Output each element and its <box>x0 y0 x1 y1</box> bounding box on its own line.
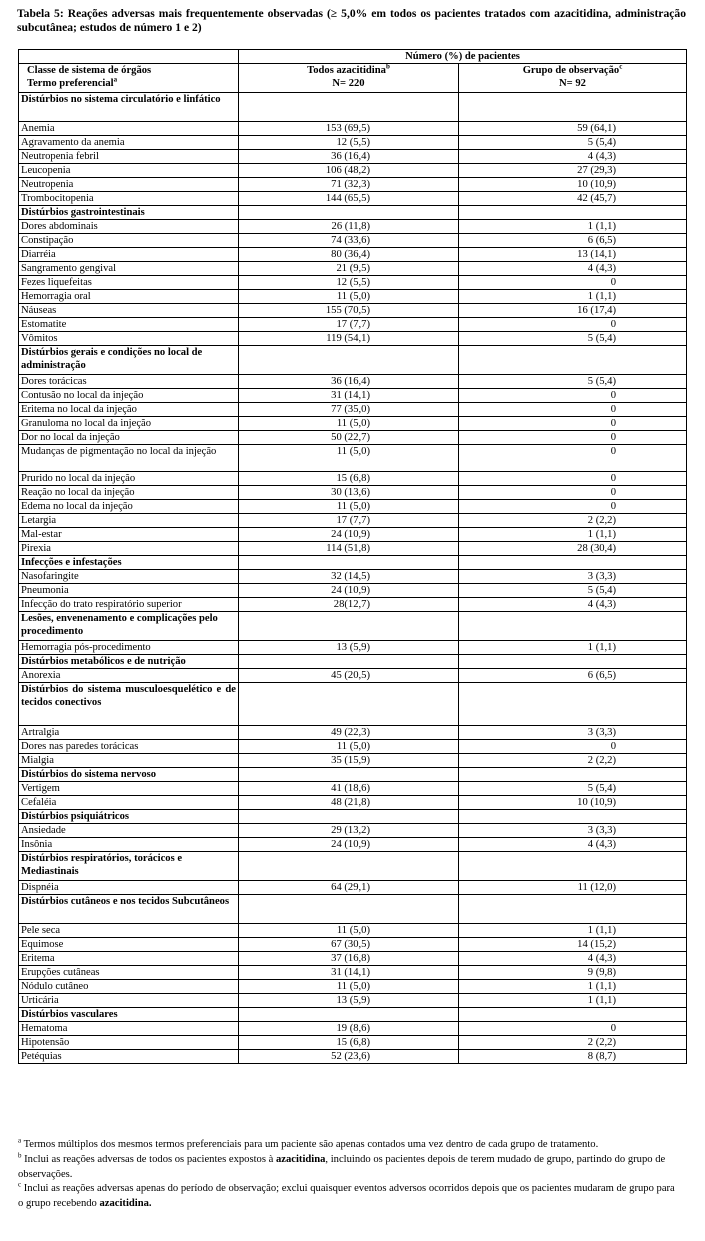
all-azacitidine-value: 77 (35,0) <box>239 403 459 417</box>
observation-group-value: 59 (64,1) <box>459 122 687 136</box>
observation-group-value: 2 (2,2) <box>459 1036 687 1050</box>
footnote-c-bold: azacitidina. <box>99 1198 152 1210</box>
preferred-term: Dores abdominais <box>19 220 239 234</box>
observation-group-value: 1 (1,1) <box>459 924 687 938</box>
all-azacitidine-value: 32 (14,5) <box>239 570 459 584</box>
preferred-term: Dor no local da injeção <box>19 431 239 445</box>
table-row <box>19 754 687 768</box>
table-row <box>19 796 687 810</box>
observation-group-value: 13 (14,1) <box>459 248 687 262</box>
category-empty-cell <box>459 852 687 881</box>
all-azacitidine-value: 37 (16,8) <box>239 952 459 966</box>
preferred-term: Sangramento gengival <box>19 262 239 276</box>
observation-group-value: 0 <box>459 431 687 445</box>
all-azacitidine-value: 50 (22,7) <box>239 431 459 445</box>
all-azacitidine-value: 12 (5,5) <box>239 276 459 290</box>
observation-group-value: 0 <box>459 740 687 754</box>
category-empty-cell <box>459 93 687 122</box>
preferred-term: Petéquias <box>19 1050 239 1064</box>
header-col-observation-group <box>459 64 687 93</box>
preferred-term: Ansiedade <box>19 824 239 838</box>
observation-group-value: 5 (5,4) <box>459 332 687 346</box>
all-azacitidine-value: 15 (6,8) <box>239 1036 459 1050</box>
observation-group-value: 1 (1,1) <box>459 980 687 994</box>
category-row <box>19 810 687 824</box>
table-row <box>19 1022 687 1036</box>
preferred-term: Contusão no local da injeção <box>19 389 239 403</box>
table-row <box>19 952 687 966</box>
category-label: Lesões, envenenamento e complicações pelo procedimento <box>19 612 239 641</box>
category-empty-cell <box>239 93 459 122</box>
all-azacitidine-value: 17 (7,7) <box>239 318 459 332</box>
category-label: Distúrbios psiquiátricos <box>19 810 239 824</box>
table-row <box>19 514 687 528</box>
table-row <box>19 641 687 655</box>
footnote-b-bold: azacitidina <box>275 1153 326 1165</box>
preferred-term: Infecção do trato respiratório superior <box>19 598 239 612</box>
header-group-label: Número (%) de pacientes <box>239 50 687 64</box>
observation-group-value: 3 (3,3) <box>459 570 687 584</box>
preferred-term: Fezes liquefeitas <box>19 276 239 290</box>
preferred-term: Vertigem <box>19 782 239 796</box>
table-row <box>19 403 687 417</box>
table-row <box>19 570 687 584</box>
header-columns-row <box>19 64 687 93</box>
all-azacitidine-value: 29 (13,2) <box>239 824 459 838</box>
observation-group-value: 2 (2,2) <box>459 514 687 528</box>
preferred-term: Edema no local da injeção <box>19 500 239 514</box>
category-empty-cell <box>459 346 687 375</box>
header-col2-sup: c <box>619 63 623 71</box>
category-label: Distúrbios metabólicos e de nutrição <box>19 655 239 669</box>
preferred-term: Dores nas paredes torácicas <box>19 740 239 754</box>
preferred-term: Nasofaringite <box>19 570 239 584</box>
table-row <box>19 164 687 178</box>
observation-group-value: 0 <box>459 389 687 403</box>
preferred-term: Nódulo cutâneo <box>19 980 239 994</box>
category-row <box>19 683 687 726</box>
table-row <box>19 528 687 542</box>
all-azacitidine-value: 36 (16,4) <box>239 375 459 389</box>
all-azacitidine-value: 144 (65,5) <box>239 192 459 206</box>
header-col1-sup: b <box>385 63 390 71</box>
adverse-reactions-table <box>18 49 687 1064</box>
observation-group-value: 0 <box>459 1022 687 1036</box>
all-azacitidine-value: 11 (5,0) <box>239 445 459 472</box>
observation-group-value: 1 (1,1) <box>459 220 687 234</box>
all-azacitidine-value: 11 (5,0) <box>239 290 459 304</box>
header-col2-line1: Grupo de observação <box>522 65 620 76</box>
all-azacitidine-value: 24 (10,9) <box>239 528 459 542</box>
all-azacitidine-value: 31 (14,1) <box>239 966 459 980</box>
category-label: Distúrbios do sistema musculoesquelético e de tecidos conectivos <box>19 683 239 726</box>
category-empty-cell <box>459 810 687 824</box>
preferred-term: Artralgia <box>19 726 239 740</box>
table-row <box>19 178 687 192</box>
preferred-term: Granuloma no local da injeção <box>19 417 239 431</box>
header-empty-cell <box>19 50 239 64</box>
category-row <box>19 556 687 570</box>
table-row <box>19 304 687 318</box>
observation-group-value: 0 <box>459 403 687 417</box>
observation-group-value: 0 <box>459 445 687 472</box>
preferred-term: Dores torácicas <box>19 375 239 389</box>
all-azacitidine-value: 12 (5,5) <box>239 136 459 150</box>
all-azacitidine-value: 153 (69,5) <box>239 122 459 136</box>
all-azacitidine-value: 11 (5,0) <box>239 924 459 938</box>
all-azacitidine-value: 48 (21,8) <box>239 796 459 810</box>
observation-group-value: 42 (45,7) <box>459 192 687 206</box>
preferred-term: Neutropenia febril <box>19 150 239 164</box>
category-row <box>19 206 687 220</box>
all-azacitidine-value: 67 (30,5) <box>239 938 459 952</box>
table-row <box>19 276 687 290</box>
footnote-b-mark: b <box>18 1151 22 1160</box>
preferred-term: Eritema <box>19 952 239 966</box>
all-azacitidine-value: 17 (7,7) <box>239 514 459 528</box>
observation-group-value: 28 (30,4) <box>459 542 687 556</box>
all-azacitidine-value: 74 (33,6) <box>239 234 459 248</box>
category-label: Distúrbios cutâneos e nos tecidos Subcutâneos <box>19 895 239 924</box>
footnote-b-text2: , incluindo os pacientes depois de terem mudado de grupo, partindo do grupo de observações. <box>18 1153 666 1180</box>
header-col-system-class <box>19 64 239 93</box>
table-row <box>19 669 687 683</box>
preferred-term: Insônia <box>19 838 239 852</box>
preferred-term: Mudanças de pigmentação no local da injeção <box>19 445 239 472</box>
table-row <box>19 192 687 206</box>
table-row <box>19 262 687 276</box>
table-row <box>19 924 687 938</box>
preferred-term: Letargia <box>19 514 239 528</box>
category-row <box>19 655 687 669</box>
all-azacitidine-value: 13 (5,9) <box>239 641 459 655</box>
table-row <box>19 542 687 556</box>
category-empty-cell <box>239 1008 459 1022</box>
all-azacitidine-value: 19 (8,6) <box>239 1022 459 1036</box>
table-row <box>19 431 687 445</box>
observation-group-value: 1 (1,1) <box>459 528 687 542</box>
category-label: Distúrbios gerais e condições no local de administração <box>19 346 239 375</box>
observation-group-value: 6 (6,5) <box>459 669 687 683</box>
header-col1-line2: N= 220 <box>332 78 365 89</box>
table-row <box>19 472 687 486</box>
table-row <box>19 782 687 796</box>
table-row <box>19 122 687 136</box>
header-group-row <box>19 50 687 64</box>
observation-group-value: 1 (1,1) <box>459 641 687 655</box>
all-azacitidine-value: 28(12,7) <box>239 598 459 612</box>
preferred-term: Leucopenia <box>19 164 239 178</box>
category-row <box>19 852 687 881</box>
observation-group-value: 4 (4,3) <box>459 838 687 852</box>
header-col2-line2: N= 92 <box>559 78 586 89</box>
table-row <box>19 445 687 472</box>
observation-group-value: 6 (6,5) <box>459 234 687 248</box>
table-row <box>19 1036 687 1050</box>
category-row <box>19 895 687 924</box>
category-empty-cell <box>239 556 459 570</box>
observation-group-value: 0 <box>459 472 687 486</box>
preferred-term: Constipação <box>19 234 239 248</box>
observation-group-value: 0 <box>459 500 687 514</box>
footnote-b-text1: Inclui as reações adversas de todos os pacientes expostos à <box>21 1153 276 1165</box>
table-row <box>19 740 687 754</box>
category-empty-cell <box>459 556 687 570</box>
category-row <box>19 1008 687 1022</box>
preferred-term: Cefaléia <box>19 796 239 810</box>
category-empty-cell <box>459 895 687 924</box>
observation-group-value: 10 (10,9) <box>459 178 687 192</box>
observation-group-value: 5 (5,4) <box>459 584 687 598</box>
all-azacitidine-value: 13 (5,9) <box>239 994 459 1008</box>
all-azacitidine-value: 11 (5,0) <box>239 417 459 431</box>
category-empty-cell <box>459 612 687 641</box>
observation-group-value: 1 (1,1) <box>459 994 687 1008</box>
table-body <box>19 93 687 1064</box>
all-azacitidine-value: 24 (10,9) <box>239 838 459 852</box>
observation-group-value: 3 (3,3) <box>459 726 687 740</box>
header-col0-sup: a <box>113 75 118 84</box>
table-row <box>19 290 687 304</box>
preferred-term: Agravamento da anemia <box>19 136 239 150</box>
observation-group-value: 0 <box>459 318 687 332</box>
table-row <box>19 838 687 852</box>
observation-group-value: 4 (4,3) <box>459 952 687 966</box>
all-azacitidine-value: 45 (20,5) <box>239 669 459 683</box>
preferred-term: Neutropenia <box>19 178 239 192</box>
footnote-b <box>18 1153 678 1183</box>
preferred-term: Reação no local da injeção <box>19 486 239 500</box>
category-row <box>19 346 687 375</box>
observation-group-value: 5 (5,4) <box>459 375 687 389</box>
footnote-c <box>18 1182 678 1212</box>
all-azacitidine-value: 155 (70,5) <box>239 304 459 318</box>
all-azacitidine-value: 119 (54,1) <box>239 332 459 346</box>
table-row <box>19 966 687 980</box>
header-col0-line2: Termo preferencial <box>27 78 114 89</box>
all-azacitidine-value: 106 (48,2) <box>239 164 459 178</box>
all-azacitidine-value: 30 (13,6) <box>239 486 459 500</box>
category-empty-cell <box>459 768 687 782</box>
category-empty-cell <box>239 852 459 881</box>
table-row <box>19 1050 687 1064</box>
preferred-term: Pele seca <box>19 924 239 938</box>
all-azacitidine-value: 80 (36,4) <box>239 248 459 262</box>
observation-group-value: 0 <box>459 486 687 500</box>
header-col-all-azacitidine <box>239 64 459 93</box>
table-row <box>19 136 687 150</box>
preferred-term: Hemorragia pós-procedimento <box>19 641 239 655</box>
all-azacitidine-value: 71 (32,3) <box>239 178 459 192</box>
table-row <box>19 417 687 431</box>
table-row <box>19 938 687 952</box>
preferred-term: Prurido no local da injeção <box>19 472 239 486</box>
footnote-a-text: Termos múltiplos dos mesmos termos preferenciais para um paciente são apenas contados uma vez dentro de cada grupo de tratamento. <box>21 1139 599 1150</box>
preferred-term: Erupções cutâneas <box>19 966 239 980</box>
category-label: Distúrbios gastrointestinais <box>19 206 239 220</box>
all-azacitidine-value: 11 (5,0) <box>239 980 459 994</box>
table-row <box>19 980 687 994</box>
category-label: Distúrbios do sistema nervoso <box>19 768 239 782</box>
table-row <box>19 881 687 895</box>
header-col1-line1: Todos azacitidina <box>307 65 386 76</box>
all-azacitidine-value: 15 (6,8) <box>239 472 459 486</box>
preferred-term: Pneumonia <box>19 584 239 598</box>
all-azacitidine-value: 64 (29,1) <box>239 881 459 895</box>
table-row <box>19 248 687 262</box>
table-row <box>19 332 687 346</box>
category-label: Distúrbios respiratórios, torácicos e Mediastinais <box>19 852 239 881</box>
category-empty-cell <box>239 810 459 824</box>
all-azacitidine-value: 11 (5,0) <box>239 740 459 754</box>
observation-group-value: 1 (1,1) <box>459 290 687 304</box>
observation-group-value: 14 (15,2) <box>459 938 687 952</box>
category-empty-cell <box>239 655 459 669</box>
category-empty-cell <box>459 1008 687 1022</box>
all-azacitidine-value: 26 (11,8) <box>239 220 459 234</box>
category-empty-cell <box>239 895 459 924</box>
all-azacitidine-value: 21 (9,5) <box>239 262 459 276</box>
footnote-a-mark: a <box>18 1136 22 1145</box>
observation-group-value: 4 (4,3) <box>459 150 687 164</box>
table-row <box>19 598 687 612</box>
table-row <box>19 234 687 248</box>
preferred-term: Hematoma <box>19 1022 239 1036</box>
footnote-c-mark: c <box>18 1180 22 1189</box>
category-empty-cell <box>239 612 459 641</box>
preferred-term: Estomatite <box>19 318 239 332</box>
observation-group-value: 16 (17,4) <box>459 304 687 318</box>
category-row <box>19 612 687 641</box>
table-row <box>19 824 687 838</box>
header-col0-line1: Classe de sistema de órgãos <box>27 65 152 76</box>
category-row <box>19 93 687 122</box>
category-label: Distúrbios no sistema circulatório e linfático <box>19 93 239 122</box>
category-empty-cell <box>459 683 687 726</box>
category-empty-cell <box>239 206 459 220</box>
all-azacitidine-value: 24 (10,9) <box>239 584 459 598</box>
table-row <box>19 500 687 514</box>
category-empty-cell <box>239 683 459 726</box>
observation-group-value: 0 <box>459 417 687 431</box>
table-row <box>19 150 687 164</box>
preferred-term: Urticária <box>19 994 239 1008</box>
preferred-term: Náuseas <box>19 304 239 318</box>
all-azacitidine-value: 35 (15,9) <box>239 754 459 768</box>
observation-group-value: 4 (4,3) <box>459 262 687 276</box>
preferred-term: Dispnéia <box>19 881 239 895</box>
observation-group-value: 9 (9,8) <box>459 966 687 980</box>
table-row <box>19 375 687 389</box>
all-azacitidine-value: 49 (22,3) <box>239 726 459 740</box>
observation-group-value: 5 (5,4) <box>459 136 687 150</box>
all-azacitidine-value: 11 (5,0) <box>239 500 459 514</box>
preferred-term: Mialgia <box>19 754 239 768</box>
preferred-term: Equimose <box>19 938 239 952</box>
table-row <box>19 220 687 234</box>
preferred-term: Mal-estar <box>19 528 239 542</box>
footnotes <box>18 1138 678 1212</box>
observation-group-value: 27 (29,3) <box>459 164 687 178</box>
all-azacitidine-value: 52 (23,6) <box>239 1050 459 1064</box>
all-azacitidine-value: 36 (16,4) <box>239 150 459 164</box>
table-row <box>19 318 687 332</box>
category-empty-cell <box>459 655 687 669</box>
table-caption: Tabela 5: Reações adversas mais frequentemente observadas (≥ 5,0% em todos os pacientes tratados com azacitidina, administração subcutânea; estudos de número 1 e 2) <box>17 7 686 34</box>
category-empty-cell <box>459 206 687 220</box>
footnote-c-text1: Inclui as reações adversas apenas do período de observação; exclui quaisquer eventos adversos ocorridos depois que os pacientes mudaram de grupo para o grupo recebendo <box>18 1183 675 1210</box>
table-row <box>19 389 687 403</box>
observation-group-value: 5 (5,4) <box>459 782 687 796</box>
preferred-term: Eritema no local da injeção <box>19 403 239 417</box>
observation-group-value: 3 (3,3) <box>459 824 687 838</box>
observation-group-value: 11 (12,0) <box>459 881 687 895</box>
footnote-a <box>18 1138 678 1153</box>
category-label: Distúrbios vasculares <box>19 1008 239 1022</box>
preferred-term: Diarréia <box>19 248 239 262</box>
preferred-term: Pirexia <box>19 542 239 556</box>
table-row <box>19 584 687 598</box>
preferred-term: Hipotensão <box>19 1036 239 1050</box>
category-empty-cell <box>239 768 459 782</box>
all-azacitidine-value: 31 (14,1) <box>239 389 459 403</box>
observation-group-value: 8 (8,7) <box>459 1050 687 1064</box>
all-azacitidine-value: 114 (51,8) <box>239 542 459 556</box>
observation-group-value: 4 (4,3) <box>459 598 687 612</box>
preferred-term: Trombocitopenia <box>19 192 239 206</box>
table-row <box>19 486 687 500</box>
preferred-term: Anemia <box>19 122 239 136</box>
observation-group-value: 0 <box>459 276 687 290</box>
category-label: Infecções e infestações <box>19 556 239 570</box>
all-azacitidine-value: 41 (18,6) <box>239 782 459 796</box>
observation-group-value: 2 (2,2) <box>459 754 687 768</box>
observation-group-value: 10 (10,9) <box>459 796 687 810</box>
table-row <box>19 726 687 740</box>
category-empty-cell <box>239 346 459 375</box>
preferred-term: Anorexia <box>19 669 239 683</box>
preferred-term: Hemorragia oral <box>19 290 239 304</box>
table-row <box>19 994 687 1008</box>
category-row <box>19 768 687 782</box>
preferred-term: Vômitos <box>19 332 239 346</box>
